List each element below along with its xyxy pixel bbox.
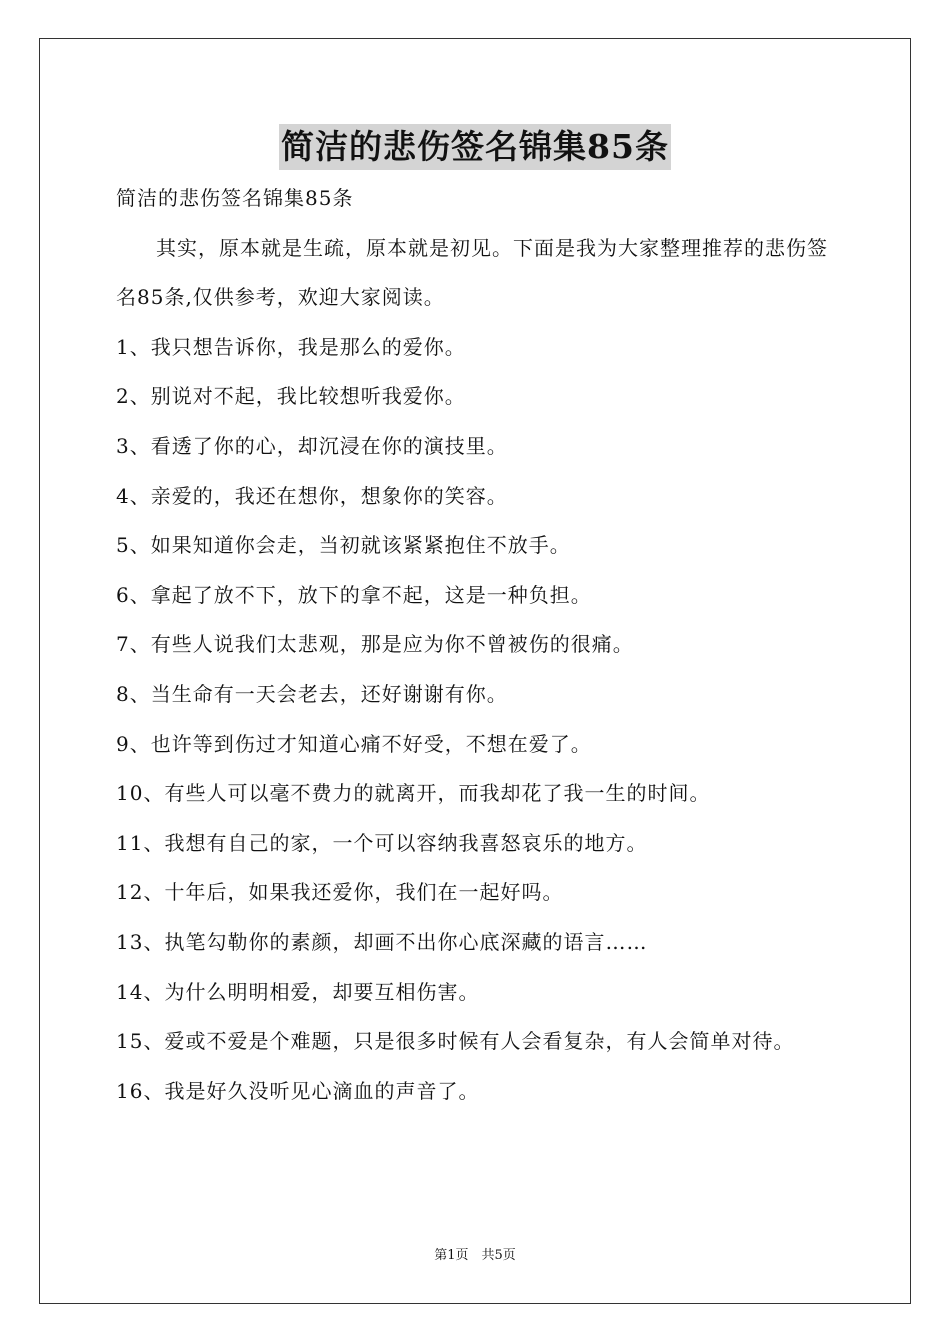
list-item: 15、爱或不爱是个难题，只是很多时候有人会看复杂，有人会简单对待。 <box>116 1029 795 1054</box>
document-title-text: 简洁的悲伤签名锦集85条 <box>279 124 671 170</box>
list-item: 4、亲爱的，我还在想你，想象你的笑容。 <box>116 483 508 508</box>
page-footer <box>0 1246 950 1266</box>
list-item: 14、为什么明明相爱，却要互相伤害。 <box>116 979 480 1004</box>
list-item: 13、执笔勾勒你的素颜，却画不出你心底深藏的语言…… <box>116 929 648 954</box>
list-item: 1、我只想告诉你，我是那么的爱你。 <box>116 334 466 359</box>
list-item: 10、有些人可以毫不费力的就离开，而我却花了我一生的时间。 <box>116 781 711 806</box>
list-item: 11、我想有自己的家，一个可以容纳我喜怒哀乐的地方。 <box>116 830 648 855</box>
list-item: 3、看透了你的心，却沉浸在你的演技里。 <box>116 433 508 458</box>
list-item: 6、拿起了放不下，放下的拿不起，这是一种负担。 <box>116 582 592 607</box>
document-title <box>0 124 950 170</box>
document-subtitle: 简洁的悲伤签名锦集85条 <box>116 186 354 210</box>
list-item: 9、也许等到伤过才知道心痛不好受，不想在爱了。 <box>116 731 592 756</box>
list-item: 5、如果知道你会走，当初就该紧紧抱住不放手。 <box>116 533 571 558</box>
document-body <box>116 174 836 1116</box>
list-item: 2、别说对不起，我比较想听我爱你。 <box>116 384 466 409</box>
list-item: 8、当生命有一天会老去，还好谢谢有你。 <box>116 681 508 706</box>
list-item: 16、我是好久没听见心滴血的声音了。 <box>116 1078 480 1103</box>
list-item: 12、十年后，如果我还爱你，我们在一起好吗。 <box>116 880 564 905</box>
page-number-label: 第1页 共5页 <box>434 1248 516 1263</box>
list-item: 7、有些人说我们太悲观，那是应为你不曾被伤的很痛。 <box>116 632 634 657</box>
intro-paragraph: 其实，原本就是生疏，原本就是初见。下面是我为大家整理推荐的悲伤签名85条,仅供参考，欢迎大家阅读。 <box>116 235 828 310</box>
